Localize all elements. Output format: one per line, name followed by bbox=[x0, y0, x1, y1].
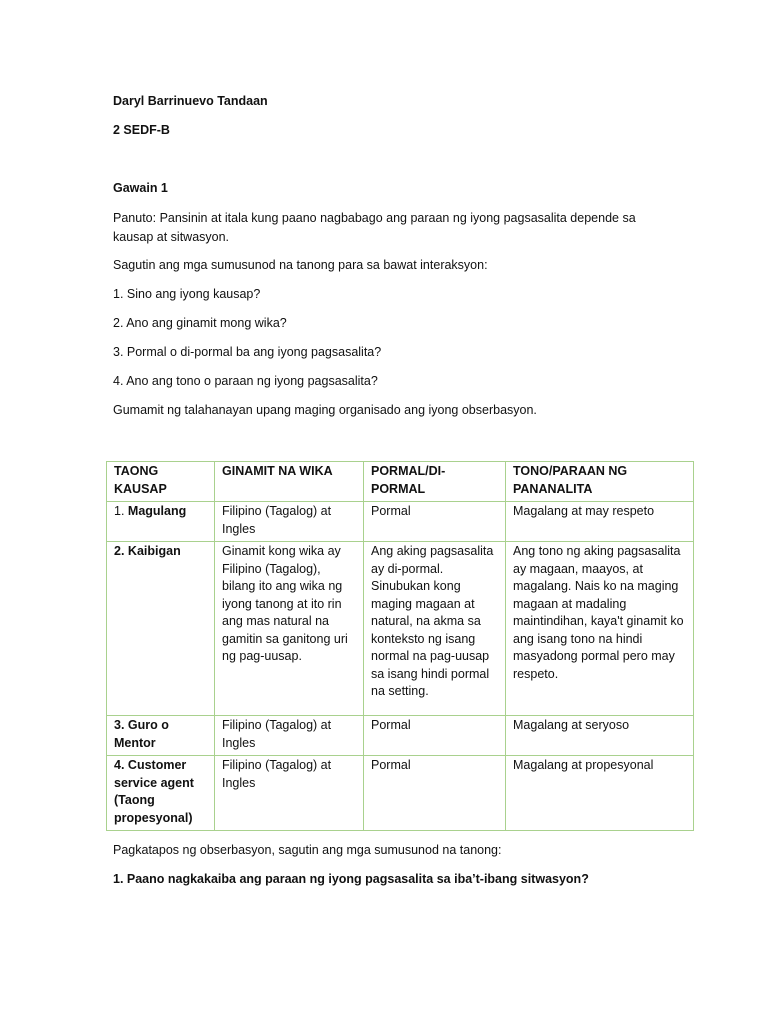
wika-cell: Filipino (Tagalog) at Ingles bbox=[215, 756, 364, 831]
kausap-cell bbox=[107, 542, 215, 716]
row-name: Guro o Mentor bbox=[114, 718, 169, 750]
kausap-cell bbox=[107, 502, 215, 542]
wika-cell: Filipino (Tagalog) at Ingles bbox=[215, 716, 364, 756]
column-header: PORMAL/DI-PORMAL bbox=[364, 462, 506, 502]
table-note: Gumamit ng talahanayan upang maging organisado ang iyong obserbasyon. bbox=[113, 403, 537, 417]
question-item: 3. Pormal o di-pormal ba ang iyong pagsasalita? bbox=[113, 345, 382, 359]
pormal-cell: Pormal bbox=[364, 756, 506, 831]
column-header: TONO/PARAAN NG PANANALITA bbox=[506, 462, 694, 502]
table-row bbox=[107, 542, 694, 716]
question-item: 2. Ano ang ginamit mong wika? bbox=[113, 316, 287, 330]
reflection-question: 1. Paano nagkakaiba ang paraan ng iyong pagsasalita sa iba’t-ibang sitwasyon? bbox=[113, 872, 589, 886]
row-number: 3. bbox=[114, 718, 125, 732]
table-header-row bbox=[107, 462, 694, 502]
question-item: 4. Ano ang tono o paraan ng iyong pagsasalita? bbox=[113, 374, 378, 388]
table-row bbox=[107, 502, 694, 542]
wika-cell: Filipino (Tagalog) at Ingles bbox=[215, 502, 364, 542]
question-item: 1. Sino ang iyong kausap? bbox=[113, 287, 261, 301]
column-header: GINAMIT NA WIKA bbox=[215, 462, 364, 502]
row-number: 1. bbox=[114, 504, 125, 518]
student-name: Daryl Barrinuevo Tandaan bbox=[113, 94, 268, 108]
row-number: 4. bbox=[114, 758, 125, 772]
activity-title: Gawain 1 bbox=[113, 181, 168, 195]
row-name: Customer service agent (Taong propesyonal) bbox=[114, 758, 194, 825]
tono-cell: Ang tono ng aking pagsasalita ay magaan, maayos, at magalang. Nais ko na maging magaan at madaling maintindihan, kaya't ginamit ko ang isang tono na hindi masyadong pormal pero may respeto. bbox=[506, 542, 694, 716]
student-section: 2 SEDF-B bbox=[113, 123, 170, 137]
kausap-cell bbox=[107, 716, 215, 756]
pormal-cell: Ang aking pagsasalita ay di-pormal. Sinubukan kong maging magaan at natural, na akma sa konteksto ng isang normal na pag-uusap sa isang hindi pormal na setting. bbox=[364, 542, 506, 716]
table-row bbox=[107, 756, 694, 831]
row-name: Kaibigan bbox=[127, 544, 181, 558]
wika-cell: Ginamit kong wika ay Filipino (Tagalog), bilang ito ang wika ng iyong tanong at ito rin ang mas natural na gamitin sa ganitong uri ng pag-uusap. bbox=[215, 542, 364, 716]
activity-instruction: Panuto: Pansinin at itala kung paano nagbabago ang paraan ng iyong pagsasalita depende sa kausap at sitwasyon. bbox=[113, 211, 636, 244]
column-header: TAONG KAUSAP bbox=[107, 462, 215, 502]
pormal-cell: Pormal bbox=[364, 716, 506, 756]
row-number: 2. bbox=[114, 544, 125, 558]
after-prompt: Pagkatapos ng obserbasyon, sagutin ang mga sumusunod na tanong: bbox=[113, 843, 502, 857]
pormal-cell: Pormal bbox=[364, 502, 506, 542]
activity-prompt: Sagutin ang mga sumusunod na tanong para sa bawat interaksyon: bbox=[113, 258, 488, 272]
observation-table bbox=[106, 461, 694, 831]
tono-cell: Magalang at propesyonal bbox=[506, 756, 694, 831]
tono-cell: Magalang at seryoso bbox=[506, 716, 694, 756]
table-row bbox=[107, 716, 694, 756]
tono-cell: Magalang at may respeto bbox=[506, 502, 694, 542]
kausap-cell bbox=[107, 756, 215, 831]
row-name: Magulang bbox=[127, 504, 187, 518]
